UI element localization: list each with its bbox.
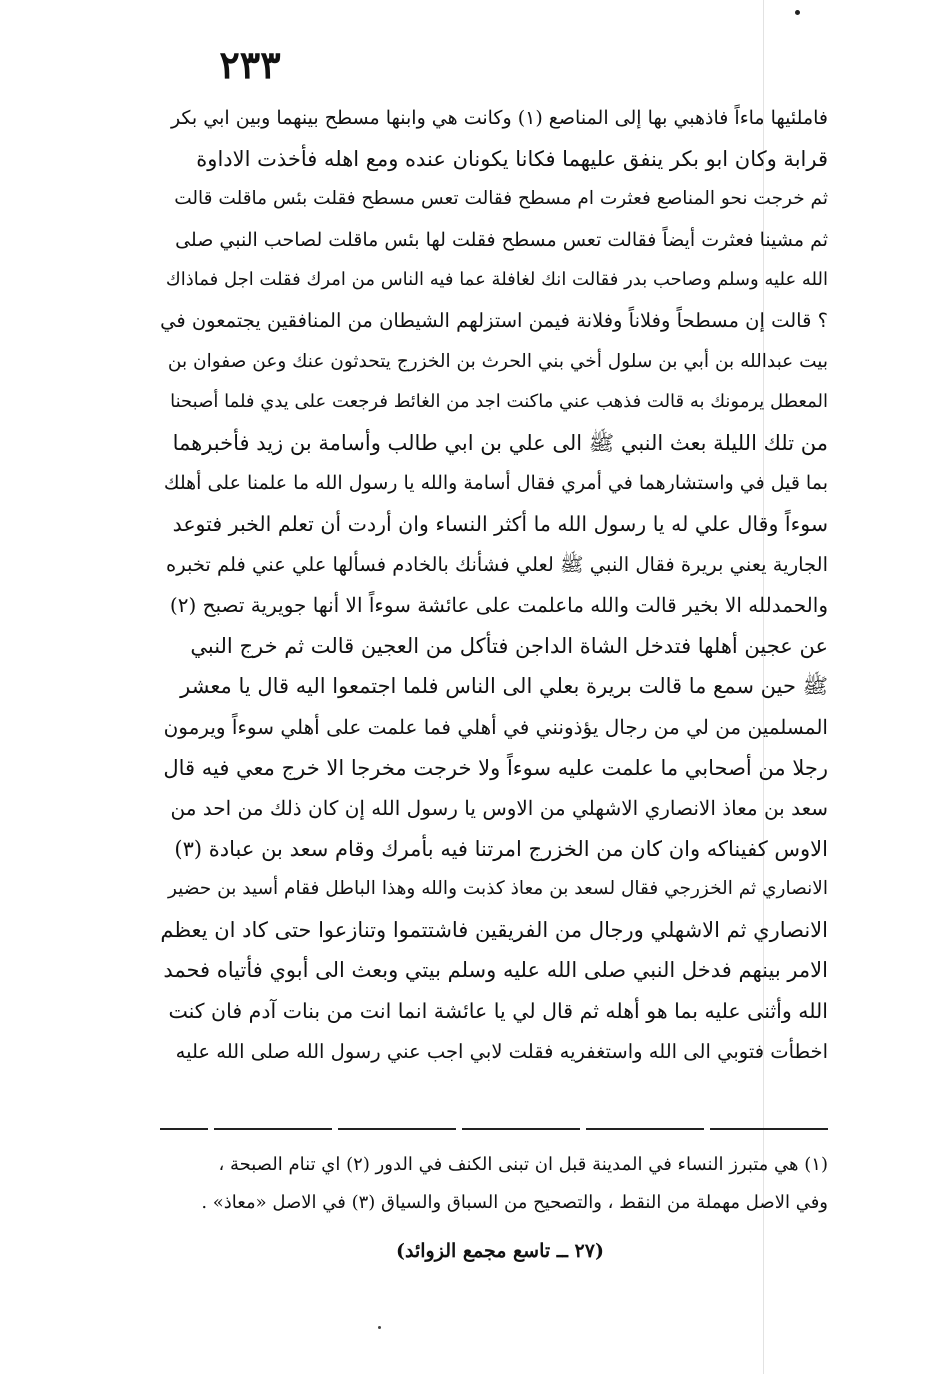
text-line: الله عليه وسلم وصاحب بدر فقالت انك لغافلة عما فيه الناس من امرك فقلت اجل فماذاك	[165, 269, 828, 291]
text-line: الانصاري ثم الخزرجي فقال لسعد بن معاذ كذبت والله وهذا الباطل فقام أسيد بن حضير	[167, 878, 828, 900]
text-line: الانصاري ثم الاشهلي ورجال من الفريقين فاشتتموا وتنازعوا حتى كاد ان يعظم	[160, 917, 828, 942]
text-line: الاوس كفيناكه وان كان من الخزرج امرتنا فيه بأمرك وقام سعد بن عبادة (٣)	[174, 836, 828, 861]
text-line: والحمدلله الا بخير قالت والله ماعلمت على عائشة سوءاً الا أنها جويرية تصبح (٢)	[169, 593, 828, 618]
text-line: ﷺ حين سمع ما قالت بريرة بعلي الى الناس فلما اجتمعوا اليه قال يا معشر	[180, 674, 828, 699]
text-line: الامر بينهم فدخل النبي صلى الله عليه وسلم بيتي وبعث الى أبوي فأتياه فحمد	[163, 958, 828, 983]
footnote-line: وفي الاصل مهملة من النقط ، والتصحيح من السباق والسياق (٣) في الاصل «معاذ» .	[201, 1192, 828, 1213]
page-number: ٢٣٣	[219, 42, 281, 87]
text-line: من تلك الليلة بعث النبي ﷺ الى علي بن ابي طالب وأسامة بن زيد فأخبرهما	[172, 430, 828, 455]
text-line: اخطأت فتوبي الى الله واستغفريه فقلت لابي اجب عني رسول الله صلى الله عليه	[175, 1039, 828, 1063]
footnote-separator	[160, 1128, 828, 1130]
footnotes	[160, 1146, 828, 1222]
main-text	[160, 98, 828, 1072]
text-line: الله وأثنى عليه بما هو أهله ثم قال لي يا عائشة انما انت من بنات آدم فان كنت	[168, 999, 828, 1024]
text-line: الجارية يعني بريرة فقال النبي ﷺ لعلي فشأنك بالخادم فسألها علي عني فلم تخبره	[165, 552, 828, 576]
text-line: المعطل يرمونك به قالت فذهب عني ماكنت اجد من الغائط فرجعت على يدي فلما أصبحنا	[170, 391, 828, 413]
text-line: قرابة وكان ابو بكر ينفق عليهما فكانا يكونان عنده ومع اهله فأخذت الاداوة	[196, 146, 828, 171]
text-line: رجلا من أصحابي ما علمت عليه سوءاً ولا خرجت مخرجا الا خرج معي فيه قال	[163, 755, 828, 780]
text-line: سعد بن معاذ الانصاري الاشهلي من الاوس يا رسول الله إن كان ذلك من احد من	[170, 796, 828, 821]
text-line: عن عجين أهلها فتدخل الشاة الداجن فتأكل من العجين قالت ثم خرج النبي	[190, 633, 828, 658]
ink-speck	[378, 1326, 381, 1329]
text-line: ثم مشينا فعثرت أيضاً فقالت تعس مسطح فقلت لها بئس ماقلت لصاحب النبي صلى	[175, 228, 828, 251]
ink-dot	[795, 10, 800, 15]
text-line: ؟ قالت إن مسطحاً وفلاناً وفلانة فيمن استزلهم الشيطان من المنافقين يجتمعون في	[160, 308, 828, 332]
text-line: ثم خرجت نحو المناصع فعثرت ام مسطح فقالت تعس مسطح فقلت بئس ماقلت قالت	[174, 188, 828, 210]
text-line: سوءاً وقال علي له يا رسول الله ما أكثر النساء وان أردت أن تعلم الخبر فتوعد	[172, 511, 828, 536]
text-line: المسلمين من لي من رجال يؤذونني في أهلي فما علمت على أهلي سوءاً ويرمون	[163, 714, 828, 739]
text-line: بما قيل في واستشارهما في أمري فقال أسامة والله يا رسول الله ما علمنا على أهلك	[163, 472, 828, 495]
text-line: بيت عبدالله بن أبي بن سلول أخي بني الحرث بن الخزرج يتحدثون عنك وعن صفوان بن	[167, 350, 828, 372]
footnote-line: (١) هي متبرز النساء في المدينة قبل ان تبنى الكنف في الدور (٢) اي تنام الصبحة ،	[218, 1154, 828, 1175]
text-line: فاملئيها ماءاً فاذهبي بها إلى المناصع (١) وكانت هي وابنها مسطح بينهما وبين ابي بكر	[170, 107, 828, 129]
signature-footer: (٢٧ ــ تاسع مجمع الزوائد)	[396, 1240, 604, 1262]
